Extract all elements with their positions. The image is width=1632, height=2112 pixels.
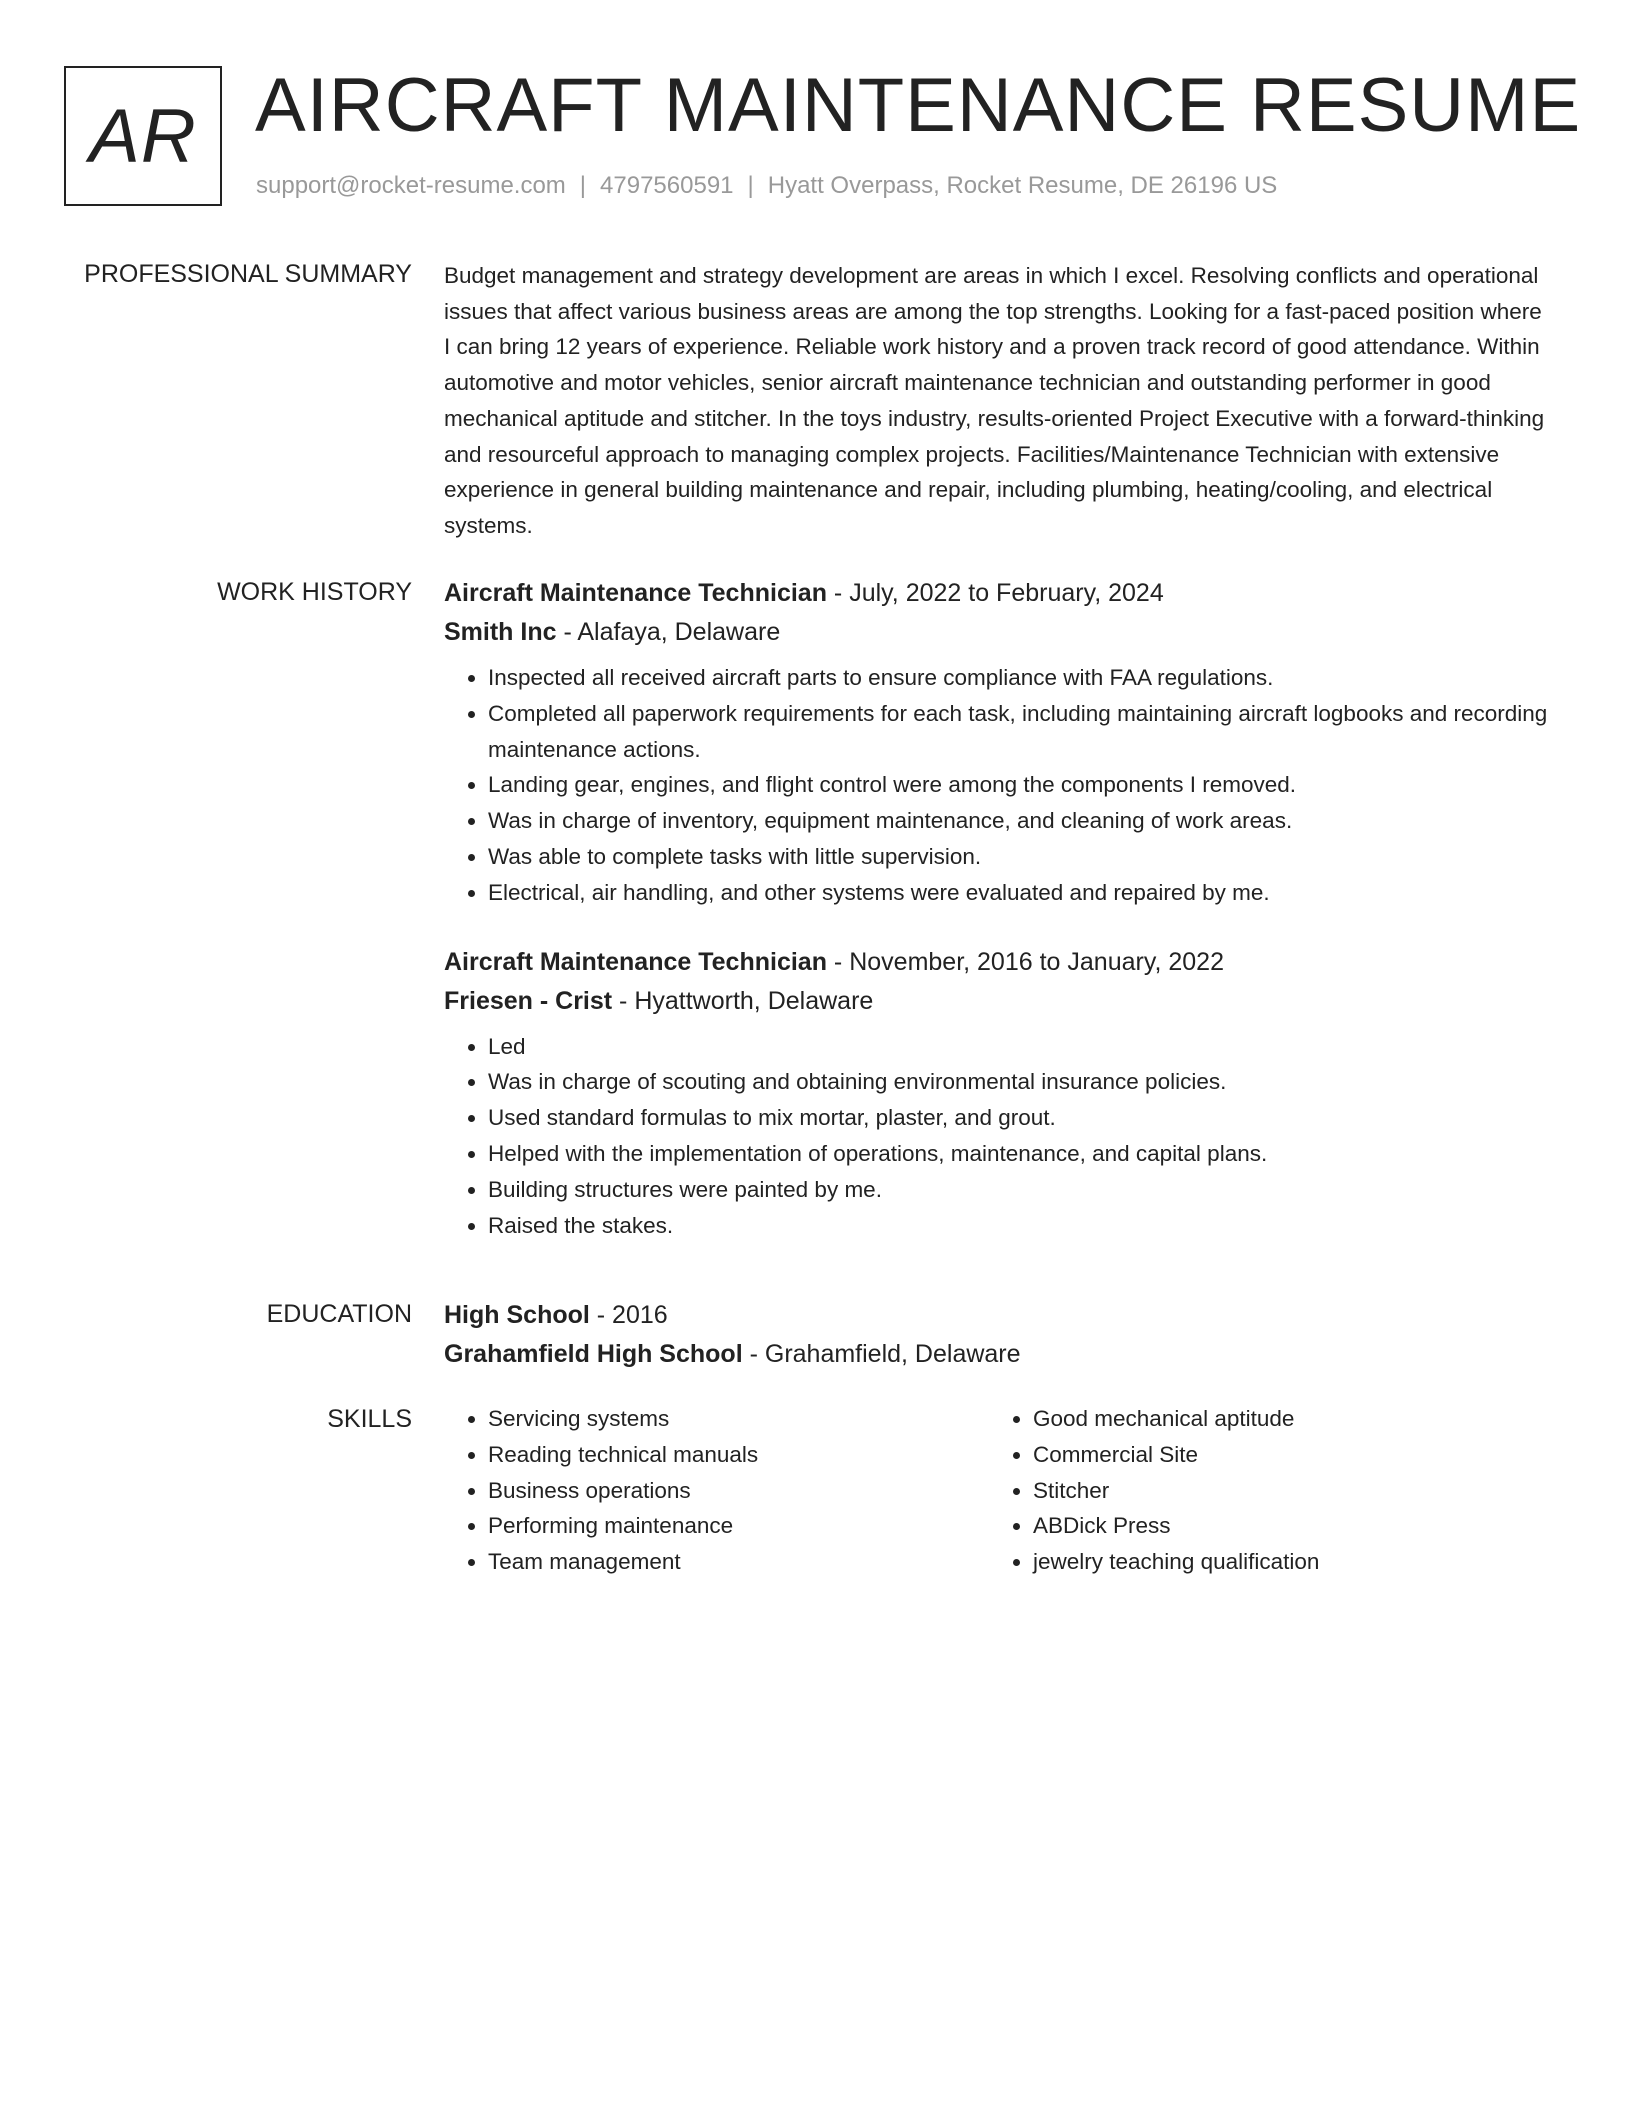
job-company-line bbox=[444, 982, 1554, 1021]
resume-title: AIRCRAFT MAINTENANCE RESUME bbox=[255, 63, 1582, 148]
skill-item: • Team management bbox=[488, 1544, 989, 1580]
job-entry bbox=[444, 574, 1554, 911]
education-school: Grahamfield High School bbox=[444, 1340, 743, 1368]
skill-item: • Performing maintenance bbox=[488, 1508, 989, 1544]
skills-heading: SKILLS bbox=[327, 1405, 412, 1433]
skill-item: • Stitcher bbox=[1033, 1473, 1534, 1509]
skills-grid bbox=[444, 1401, 1554, 1580]
job-location: - Hyattworth, Delaware bbox=[612, 986, 874, 1015]
job-entry bbox=[444, 943, 1554, 1244]
education-degree: High School bbox=[444, 1301, 590, 1329]
job-duty-item: • Used standard formulas to mix mortar, plaster, and grout. bbox=[488, 1100, 1554, 1136]
job-title: Aircraft Maintenance Technician bbox=[444, 947, 827, 976]
contact-address: Hyatt Overpass, Rocket Resume, DE 26196 US bbox=[767, 172, 1278, 199]
job-duty-item: • Was in charge of scouting and obtaining environmental insurance policies. bbox=[488, 1064, 1554, 1100]
job-company: Friesen - Crist bbox=[444, 986, 613, 1015]
job-company: Smith Inc bbox=[444, 618, 557, 646]
summary-body bbox=[444, 258, 1554, 544]
skill-item: • Business operations bbox=[488, 1473, 989, 1509]
job-title: Aircraft Maintenance Technician bbox=[444, 579, 827, 607]
contact-separator: | bbox=[747, 172, 754, 199]
job-company-line bbox=[444, 613, 1554, 652]
skills-list bbox=[989, 1401, 1534, 1580]
job-title-line bbox=[444, 574, 1554, 613]
skills-column-left bbox=[444, 1401, 989, 1580]
contact-separator: | bbox=[579, 172, 587, 199]
job-title-line bbox=[444, 943, 1554, 982]
job-duty-item: • Inspected all received aircraft parts to ensure compliance with FAA regulations. bbox=[488, 660, 1554, 696]
contact-email: support@rocket-resume.com bbox=[256, 172, 566, 199]
education-body bbox=[444, 1296, 1554, 1374]
skills-body bbox=[444, 1401, 1554, 1580]
skill-item: • Good mechanical aptitude bbox=[1033, 1401, 1534, 1437]
job-duty-item: • Building structures were painted by me. bbox=[488, 1172, 1554, 1208]
education-degree-line bbox=[444, 1296, 1554, 1335]
contact-phone: 4797560591 bbox=[600, 172, 734, 199]
contact-line bbox=[256, 172, 1277, 200]
job-location: - Alafaya, Delaware bbox=[556, 618, 781, 646]
job-dates: - November, 2016 to January, 2022 bbox=[826, 947, 1224, 976]
education-year: - 2016 bbox=[589, 1301, 668, 1329]
job-duty-item: • Landing gear, engines, and flight control were among the components I removed. bbox=[488, 767, 1554, 803]
job-duty-item: • Electrical, air handling, and other systems were evaluated and repaired by me. bbox=[488, 875, 1554, 911]
job-duties-list bbox=[444, 660, 1554, 911]
work-history-body bbox=[444, 574, 1554, 1243]
skill-item: • Servicing systems bbox=[488, 1401, 989, 1437]
summary-text: Budget management and strategy development are areas in which I excel. Resolving conflicts and operational issues that affect various business areas are among the top strengths. Looking for a fast-paced position where I can bring 12 years of experience. Reliable work history and a proven track record of good attendance. Within automotive and motor vehicles, senior aircraft maintenance technician and outstanding performer in good mechanical aptitude and stitcher. In the toys industry, results-oriented Project Executive with a forward-thinking and resourceful approach to managing complex projects. Facilities/Maintenance Technician with extensive experience in general building maintenance and repair, including plumbing, heating/cooling, and electrical systems. bbox=[444, 263, 1545, 538]
skill-item: • ABDick Press bbox=[1033, 1508, 1534, 1544]
skills-column-right bbox=[989, 1401, 1534, 1580]
job-duty-item: • Led bbox=[488, 1029, 1554, 1065]
skill-item: • Commercial Site bbox=[1033, 1437, 1534, 1473]
education-location: - Grahamfield, Delaware bbox=[742, 1340, 1021, 1368]
job-duty-item: • Helped with the implementation of operations, maintenance, and capital plans. bbox=[488, 1136, 1554, 1172]
work-history-heading: WORK HISTORY bbox=[217, 578, 412, 606]
education-school-line bbox=[444, 1335, 1554, 1374]
job-duty-item: • Completed all paperwork requirements for each task, including maintaining aircraft logbooks and recording maintenance actions. bbox=[488, 696, 1554, 768]
job-duty-item: • Was in charge of inventory, equipment maintenance, and cleaning of work areas. bbox=[488, 803, 1554, 839]
summary-heading: PROFESSIONAL SUMMARY bbox=[84, 260, 412, 288]
monogram-badge: AR bbox=[64, 66, 222, 206]
skill-item: • Reading technical manuals bbox=[488, 1437, 989, 1473]
education-heading: EDUCATION bbox=[266, 1300, 412, 1328]
job-dates: - July, 2022 to February, 2024 bbox=[826, 579, 1164, 607]
job-duty-item: • Raised the stakes. bbox=[488, 1208, 1554, 1244]
job-duties-list bbox=[444, 1029, 1554, 1244]
skills-list bbox=[444, 1401, 989, 1580]
skill-item: • jewelry teaching qualification bbox=[1033, 1544, 1534, 1580]
job-duty-item: • Was able to complete tasks with little supervision. bbox=[488, 839, 1554, 875]
